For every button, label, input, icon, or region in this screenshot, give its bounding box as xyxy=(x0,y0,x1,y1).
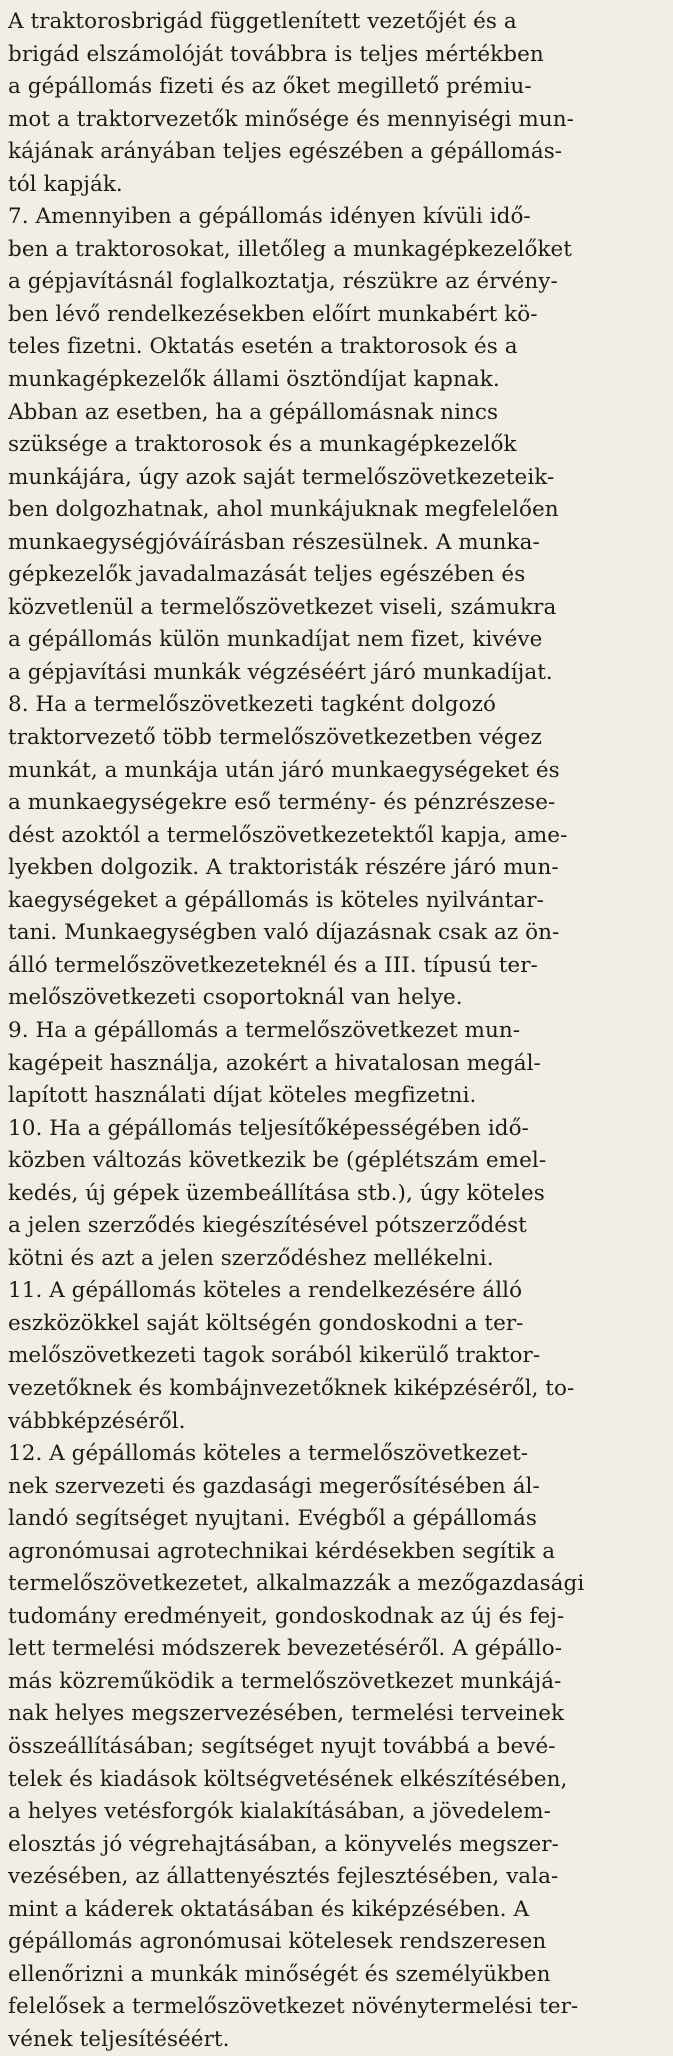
text-line: vezetőknek és kombájnvezetőknek kiképzéséről, to- xyxy=(8,1375,575,1401)
text-line: mot a traktorvezetők minősége és mennyiségi mun- xyxy=(8,106,574,132)
text-line: landó segítséget nyujtani. Evégből a gépállomás xyxy=(8,1506,537,1532)
text-line: a gépjavításnál foglalkoztatja, részükre az érvény- xyxy=(8,269,558,295)
text-line: lett termelési módszerek bevezetéséről. A gépállo- xyxy=(8,1636,563,1662)
text-line: ben a traktorosokat, illetőleg a munkagépkezelőket xyxy=(8,236,572,262)
text-line: kedés, új gépek üzembeállítása stb.), úgy köteles xyxy=(8,1180,545,1206)
text-line: dést azoktól a termelőszövetkezetektől kapja, ame- xyxy=(8,822,568,848)
text-line: lapított használati díjat köteles megfizetni. xyxy=(8,1083,477,1109)
text-line: a gépállomás külön munkadíjat nem fizet, kivéve xyxy=(8,627,543,653)
text-line: 8. Ha a termelőszövetkezeti tagként dolgozó xyxy=(8,692,496,718)
text-line: melőszövetkezeti tagok sorából kikerülő traktor- xyxy=(8,1343,541,1369)
text-line: munkájára, úgy azok saját termelőszövetkezeteik- xyxy=(8,464,555,490)
text-line: 9. Ha a gépállomás a termelőszövetkezet mun- xyxy=(8,1017,521,1043)
text-line: ben dolgozhatnak, ahol munkájuknak megfelelően xyxy=(8,497,559,523)
text-line: 7. Amennyiben a gépállomás idényen kívüli idő- xyxy=(8,204,531,230)
text-line: ben lévő rendelkezésekben előírt munkabért kö- xyxy=(8,301,538,327)
text-line: termelőszövetkezetet, alkalmazzák a mezőgazdasági xyxy=(8,1571,585,1597)
text-line: közvetlenül a termelőszövetkezet viseli, számukra xyxy=(8,594,557,620)
text-line: mint a káderek oktatásában és kiképzésében. A xyxy=(8,1896,530,1922)
text-line: közben változás következik be (géplétszám emel- xyxy=(8,1148,547,1174)
text-line: 12. A gépállomás köteles a termelőszövetkezet- xyxy=(8,1441,529,1467)
text-line: agronómusai agrotechnikai kérdésekben segítik a xyxy=(8,1538,556,1564)
text-line: a jelen szerződés kiegészítésével pótszerződést xyxy=(8,1213,527,1239)
text-line: 10. Ha a gépállomás teljesítőképességében idő- xyxy=(8,1115,529,1141)
text-line: teles fizetni. Oktatás esetén a traktorosok és a xyxy=(8,334,518,360)
text-line: álló termelőszövetkezeteknél és a III. típusú ter- xyxy=(8,952,538,978)
text-line: traktorvezető több termelőszövetkezetben végez xyxy=(8,725,542,751)
text-line: munkát, a munkája után járó munkaegységeket és xyxy=(8,757,560,783)
text-line: a gépállomás fizeti és az őket megillető prémiu- xyxy=(8,74,532,100)
text-line: tani. Munkaegységben való díjazásnak csak az ön- xyxy=(8,920,560,946)
text-line: A traktorosbrigád függetlenített vezetőjét és a xyxy=(8,9,517,34)
document-text xyxy=(8,6,659,2056)
text-line: nak helyes megszervezésében, termelési terveinek xyxy=(8,1701,565,1727)
text-line: munkagépkezelők állami ösztöndíjat kapnak. xyxy=(8,367,500,393)
text-line: gépkezelők javadalmazását teljes egészében és xyxy=(8,562,526,588)
text-line: eszközökkel saját költségén gondoskodni a ter- xyxy=(8,1310,524,1336)
text-line: kájának arányában teljes egészében a gépállomás- xyxy=(8,139,563,165)
text-line: munkaegységjóváírásban részesülnek. A munka- xyxy=(8,529,540,555)
text-line: összeállításában; segítséget nyujt továbbá a bevé- xyxy=(8,1733,556,1759)
text-line: 11. A gépállomás köteles a rendelkezésére álló xyxy=(8,1278,523,1304)
text-line: vezésében, az állattenyésztés fejlesztésében, vala- xyxy=(8,1864,559,1890)
text-line: telek és kiadások költségvetésének elkészítésében, xyxy=(8,1766,568,1792)
text-line: kaegységeket a gépállomás is köteles nyilvántar- xyxy=(8,887,544,913)
text-line: kagépeit használja, azokért a hivatalosan megál- xyxy=(8,1050,541,1076)
text-line: a gépjavítási munkák végzéséért járó munkadíjat. xyxy=(8,659,553,685)
text-line: kötni és azt a jelen szerződéshez mellékelni. xyxy=(8,1245,494,1271)
text-line: nek szervezeti és gazdasági megerősítésében ál- xyxy=(8,1473,540,1499)
text-line: vábbképzéséről. xyxy=(8,1408,186,1434)
text-line: tudomány eredményeit, gondoskodnak az új és fej- xyxy=(8,1603,565,1629)
text-line: más közreműködik a termelőszövetkezet munkájá- xyxy=(8,1668,562,1694)
text-line: a helyes vetésforgók kialakításában, a jövedelem- xyxy=(8,1799,551,1825)
text-line: melőszövetkezeti csoportoknál van helye. xyxy=(8,985,463,1011)
text-line: vének teljesítéséért. xyxy=(8,2026,230,2052)
text-line: brigád elszámolóját továbbra is teljes mértékben xyxy=(8,41,544,67)
text-line: ellenőrizni a munkák minőségét és személyükben xyxy=(8,1961,551,1987)
text-line: gépállomás agronómusai kötelesek rendszeresen xyxy=(8,1929,547,1955)
text-line: Abban az esetben, ha a gépállomásnak nincs xyxy=(8,399,499,425)
text-line: elosztás jó végrehajtásában, a könyvelés megszer- xyxy=(8,1831,559,1857)
text-line: szüksége a traktorosok és a munkagépkezelők xyxy=(8,432,517,458)
text-line: lyekben dolgozik. A traktoristák részére járó mun- xyxy=(8,855,559,881)
text-line: felelősek a termelőszövetkezet növénytermelési ter- xyxy=(8,1994,579,2020)
text-line: tól kapják. xyxy=(8,171,123,197)
text-line: a munkaegységekre eső termény- és pénzrészese- xyxy=(8,790,556,816)
